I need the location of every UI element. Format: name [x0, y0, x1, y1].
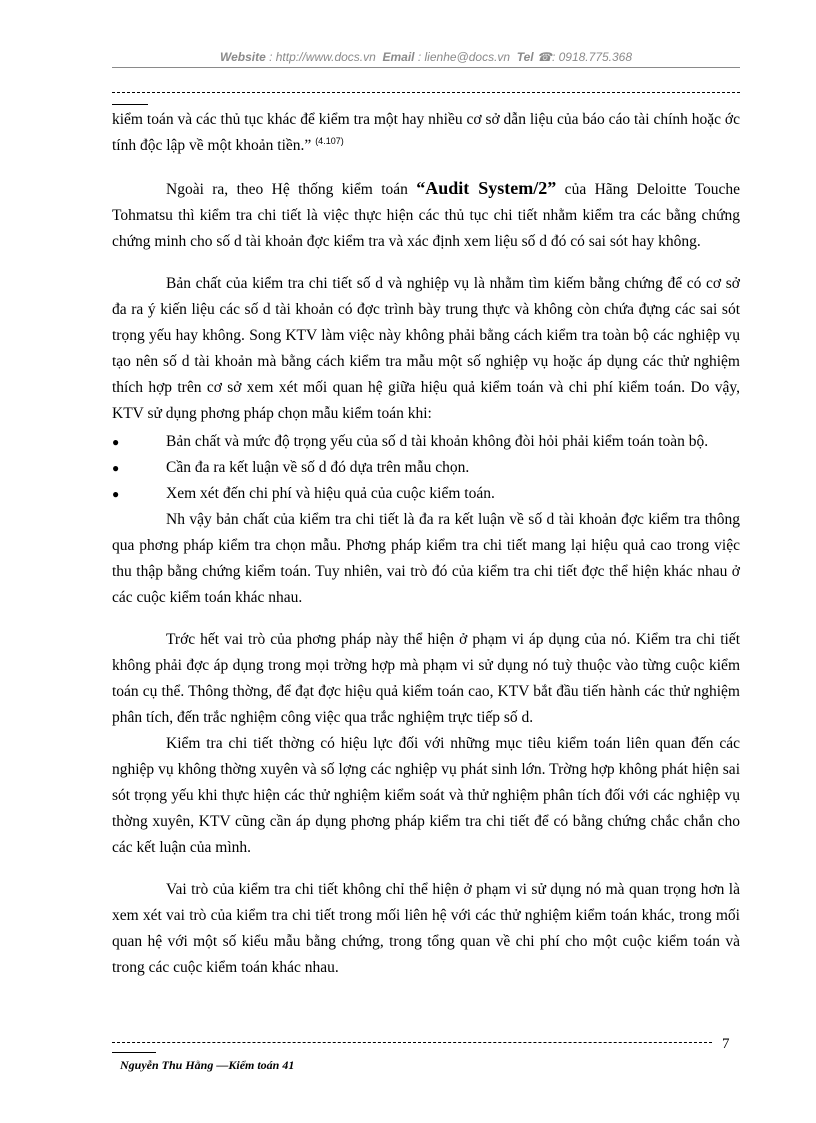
website-label: Website — [219, 50, 266, 64]
page-header — [112, 50, 740, 68]
paragraph-3: Bản chất của kiểm tra chi tiết số d và nghiệp vụ là nhằm tìm kiếm bằng chứng để có cơ sở đa ra ý kiến liệu các số d tài khoản có đợc trình bày trung thực và không còn chứa đựng các sai sót trọng yếu hay không. Song KTV làm việc này không phải bằng cách kiểm tra toàn bộ các nghiệp vụ tạo nên số d tài khoản mà bằng cách kiểm tra mẫu một số nghiệp vụ hoặc áp dụng các thử nghiệm thích hợp trên cơ sở xem xét mối quan hệ giữa hiệu quả kiểm toán và chi phí kiểm toán. Do vậy, KTV sử dụng phơng pháp chọn mẫu kiểm toán khi: — [112, 275, 740, 422]
paragraph-2: Ngoài ra, theo Hệ thống kiểm toán “Audit System/2” của Hãng Deloitte Touche Tohmatsu thì kiểm tra chi tiết là việc thực hiện các thủ tục chi tiết nhằm kiểm tra các bằng chứng chứng minh cho số d tài khoản đợc kiểm tra và xác định xem liệu số d đó có sai sót hay không. — [112, 178, 740, 250]
paragraph-5: Trớc hết vai trò của phơng pháp này thể hiện ở phạm vi áp dụng của nó. Kiểm tra chi tiết không phải đợc áp dụng trong mọi trờng hợp mà phạm vi sử dụng nó tuỳ thuộc vào từng cuộc kiểm toán cụ thể. Thông thờng, để đạt đợc hiệu quả kiểm toán cao, KTV bắt đầu tiến hành các thử nghiệm phân tích, đến trắc nghiệm công việc qua trắc nghiệm trực tiếp số d. — [112, 631, 740, 726]
email-value: : lienhe@docs.vn — [417, 50, 511, 64]
bullet-icon: ● — [112, 435, 120, 449]
document-body — [112, 107, 740, 981]
email-label: Email — [382, 50, 415, 64]
paragraph-7: Vai trò của kiểm tra chi tiết không chỉ thể hiện ở phạm vi sử dụng nó mà quan trọng hơn là xem xét vai trò của kiểm tra chi tiết trong mối liên hệ với các thử nghiệm kiểm toán khác, trong mối quan hệ với một số kiểu mẫu bằng chứng, trong tổng quan về chi phí cho một cuộc kiểm toán và trong các cuộc kiểm toán khác nhau. — [112, 881, 740, 976]
bottom-dashed-rule — [112, 1042, 712, 1043]
bottom-short-rule — [112, 1052, 156, 1053]
bullet-item: ● Xem xét đến chi phí và hiệu quả của cuộc kiểm toán. — [112, 481, 740, 507]
paragraph-6: Kiểm tra chi tiết thờng có hiệu lực đối với những mục tiêu kiểm toán liên quan đến các nghiệp vụ không thờng xuyên và số lợng các nghiệp vụ phát sinh lớn. Trờng hợp không phát hiện sai sót trọng yếu khi thực hiện các thử nghiệm kiểm soát và thử nghiệm phân tích đối với các nghiệp vụ thờng xuyên, KTV cũng cần áp dụng phơng pháp kiểm tra chi tiết để có bằng chứng chắc chắn cho các kết luận của mình. — [112, 735, 740, 856]
bullet-icon: ● — [112, 461, 120, 475]
website-value: : http://www.docs.vn — [269, 50, 376, 64]
bullet-item: ● Cần đa ra kết luận về số d đó dựa trên mẫu chọn. — [112, 455, 740, 481]
top-dashed-rule — [112, 92, 740, 93]
audit-system-title: “Audit System/2” — [416, 178, 557, 198]
page-number: 7 — [722, 1036, 730, 1052]
tel-value: ☎: 0918.775.368 — [537, 50, 633, 64]
citation-ref: (4.107) — [315, 135, 344, 146]
bullet-item: ● Bản chất và mức độ trọng yếu của số d tài khoản không đòi hỏi phải kiểm toán toàn bộ. — [112, 429, 740, 455]
paragraph-1: kiểm toán và các thủ tục khác để kiểm tra một hay nhiều cơ sở dẫn liệu của báo cáo tài chính hoặc ớc tính độc lập về một khoản tiền.” $^{(4.107)}$ — [112, 111, 740, 154]
bullet-icon: ● — [112, 487, 120, 501]
footer-author: Nguyễn Thu Hằng —Kiểm toán 41 — [120, 1058, 295, 1072]
paragraph-4: Nh vậy bản chất của kiểm tra chi tiết là đa ra kết luận về số d tài khoản đợc kiểm tra thông qua phơng pháp kiểm tra chọn mẫu. Phơng pháp kiểm tra chi tiết mang lại hiệu quả cao trong việc thu thập bằng chứng kiểm toán. Tuy nhiên, vai trò đó của kiểm tra chi tiết đợc thể hiện khác nhau ở các cuộc kiểm toán khác nhau. — [112, 511, 740, 606]
tel-label: Tel — [516, 50, 534, 64]
top-short-rule — [112, 104, 148, 105]
